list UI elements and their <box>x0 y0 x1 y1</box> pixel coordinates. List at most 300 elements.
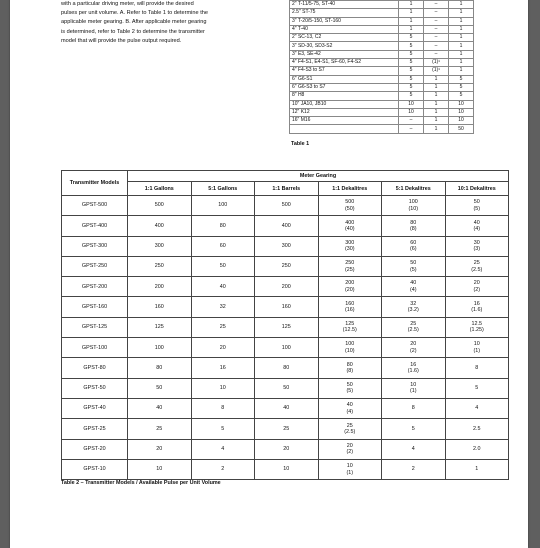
cell-text: (1) <box>409 388 417 395</box>
table-cell <box>191 378 255 398</box>
model-cell <box>62 216 128 236</box>
table-row <box>290 17 474 25</box>
table-cell: 1 <box>424 83 449 91</box>
table-row <box>62 459 509 479</box>
cell-text: 2 <box>411 466 415 473</box>
transmitter-models-header: Transmitter Models <box>62 171 128 196</box>
cell-text: (2) <box>409 347 417 354</box>
cell-text: 50 <box>346 381 353 388</box>
table-cell <box>318 196 382 216</box>
table-cell <box>318 398 382 418</box>
table-row <box>290 34 474 42</box>
cell-text: GPST-200 <box>81 283 108 290</box>
table-row <box>62 196 509 216</box>
table-row <box>62 277 509 297</box>
cell-text: GPST-20 <box>83 446 106 452</box>
table-cell <box>318 277 382 297</box>
cell-text: 400 <box>281 222 291 229</box>
intro-line: is determined, refer to Table 2 to determine the transmitter <box>61 28 205 35</box>
cell-text: 80 <box>346 361 353 368</box>
table-row <box>290 59 474 67</box>
table-cell <box>255 439 319 459</box>
cell-text: 4 <box>475 405 479 412</box>
table-cell <box>382 277 446 297</box>
intro-paragraph <box>61 0 287 46</box>
table-cell: 2" T-11/5-75, ST-40 <box>290 1 399 9</box>
cell-text: 8 <box>221 405 225 412</box>
table-cell <box>445 256 509 276</box>
cell-text: 20 <box>283 446 290 452</box>
cell-text: 10 <box>473 341 480 348</box>
cell-text: GPST-500 <box>81 202 108 209</box>
table-cell: 5 <box>449 75 474 83</box>
table-cell: 3" T-20/5-150, ST-160 <box>290 17 399 25</box>
cell-text: 5 <box>475 385 479 392</box>
table-cell <box>255 277 319 297</box>
table-cell <box>255 297 319 317</box>
table-row <box>290 108 474 116</box>
table-cell <box>382 236 446 256</box>
table-cell <box>191 196 255 216</box>
table-cell: – <box>424 25 449 33</box>
table-cell <box>382 358 446 378</box>
table-cell <box>318 419 382 439</box>
table-cell <box>318 338 382 358</box>
table-cell <box>128 459 192 479</box>
table-1-caption: Table 1 <box>291 141 310 147</box>
cell-text: GPST-300 <box>81 243 108 250</box>
table-cell: 10 <box>449 108 474 116</box>
cell-text: 25 <box>346 422 353 429</box>
table-cell <box>445 297 509 317</box>
table-2 <box>61 170 509 480</box>
table-cell <box>318 256 382 276</box>
cell-text: 300 <box>345 239 355 246</box>
table-cell <box>445 378 509 398</box>
table-cell: 3" E3, SE-42 <box>290 50 399 58</box>
table-cell <box>128 338 192 358</box>
table-cell <box>382 439 446 459</box>
table-cell: 1 <box>399 9 424 17</box>
table-row <box>290 75 474 83</box>
cell-text: 60 <box>219 243 226 250</box>
table-cell: 1 <box>449 17 474 25</box>
table-cell: 6" G6-S3 to S7 <box>290 83 399 91</box>
model-cell <box>62 338 128 358</box>
table-cell <box>128 256 192 276</box>
intro-line: pulses per unit volume. A. Refer to Table 1 to determine the <box>61 10 208 17</box>
cell-text: (8) <box>409 225 417 232</box>
table-cell <box>445 439 509 459</box>
cell-text: (2.5) <box>407 327 419 334</box>
table-cell: 5 <box>399 67 424 75</box>
table-row <box>62 419 509 439</box>
table-cell: 5 <box>399 75 424 83</box>
cell-text: 40 <box>283 405 290 412</box>
table-cell <box>445 398 509 418</box>
table-cell: 16" M16 <box>290 117 399 125</box>
table-cell <box>445 277 509 297</box>
cell-text: 20 <box>346 442 353 449</box>
cell-text: 250 <box>154 263 164 270</box>
cell-text: (1.6) <box>407 368 419 375</box>
table-cell: 1 <box>449 34 474 42</box>
model-cell <box>62 419 128 439</box>
table-2-caption: Table 2 – Transmitter Models / Available Pulse per Unit Volume <box>61 480 221 486</box>
table-cell <box>128 216 192 236</box>
table-cell <box>128 398 192 418</box>
table-cell: – <box>424 9 449 17</box>
table-cell <box>191 277 255 297</box>
model-cell <box>62 358 128 378</box>
table-cell: – <box>424 34 449 42</box>
table-cell <box>382 256 446 276</box>
cell-text: 16 <box>219 364 226 371</box>
table-cell <box>128 317 192 337</box>
table-row <box>62 216 509 236</box>
model-cell <box>62 236 128 256</box>
cell-text: 50 <box>219 263 226 270</box>
cell-text: 10 <box>410 381 417 388</box>
cell-text: 25 <box>410 321 417 328</box>
intro-line: with a particular driving meter, will provide the desired <box>61 1 194 7</box>
cell-text: 20 <box>410 341 417 348</box>
table-cell: 1 <box>424 100 449 108</box>
table-cell: 1 <box>424 92 449 100</box>
table-row <box>62 317 509 337</box>
cell-text: 32 <box>219 303 226 310</box>
cell-text: (20) <box>344 286 355 293</box>
cell-text: (2) <box>473 286 481 293</box>
cell-text: 200 <box>154 283 164 290</box>
cell-text: 250 <box>281 263 291 270</box>
table-cell: 1 <box>424 125 449 133</box>
table-cell <box>191 459 255 479</box>
model-cell <box>62 196 128 216</box>
cell-text: GPST-50 <box>83 385 106 392</box>
cell-text: (1.6) <box>471 307 483 314</box>
table-row <box>62 256 509 276</box>
cell-text: GPST-80 <box>83 364 106 371</box>
table-cell: 50 <box>449 125 474 133</box>
cell-text: (16) <box>344 307 355 314</box>
table-cell <box>255 378 319 398</box>
table-cell <box>318 297 382 317</box>
table-1 <box>289 0 474 134</box>
cell-text: (6) <box>409 246 417 253</box>
table-row <box>62 297 509 317</box>
cell-text: 40 <box>410 280 417 287</box>
table-cell: – <box>399 125 424 133</box>
cell-text: (1) <box>473 347 481 354</box>
cell-text: 160 <box>154 303 164 310</box>
table-row <box>290 1 474 9</box>
table-cell <box>290 125 399 133</box>
cell-text: 25 <box>156 425 163 432</box>
cell-text: 40 <box>219 283 226 290</box>
table-cell: 1 <box>424 108 449 116</box>
cell-text: (8) <box>346 368 354 375</box>
table-row <box>290 9 474 17</box>
cell-text: (4) <box>346 408 354 415</box>
cell-text: 100 <box>281 344 291 351</box>
table-cell: 5 <box>399 34 424 42</box>
cell-text: 2.5 <box>473 425 481 432</box>
table-row <box>62 338 509 358</box>
cell-text: (2) <box>346 449 354 456</box>
cell-text: GPST-400 <box>81 222 108 229</box>
table-row <box>290 92 474 100</box>
table-cell <box>318 378 382 398</box>
cell-text: (30) <box>344 246 355 253</box>
table-row <box>290 50 474 58</box>
cell-text: (5) <box>473 205 481 212</box>
cell-text: 50 <box>473 199 480 206</box>
cell-text: 80 <box>283 364 290 371</box>
table-cell: – <box>424 17 449 25</box>
table-cell: 8" H8 <box>290 92 399 100</box>
cell-text: 16 <box>410 361 417 368</box>
cell-text: 50 <box>410 260 417 267</box>
column-header: 1:1 Gallons <box>128 182 192 196</box>
table-cell <box>318 358 382 378</box>
table-cell: 10" JA10, JB10 <box>290 100 399 108</box>
cell-text: 400 <box>345 219 355 226</box>
meter-gearing-header: Meter Gearing <box>128 171 509 182</box>
column-header: 1:1 Dekalitres <box>318 182 382 196</box>
table-cell <box>382 216 446 236</box>
cell-text: 500 <box>345 199 355 206</box>
cell-text: 40 <box>156 405 163 412</box>
table-cell <box>191 236 255 256</box>
cell-text: GPST-125 <box>81 324 108 331</box>
model-cell <box>62 317 128 337</box>
cell-text: 300 <box>154 243 164 250</box>
table-cell: 1 <box>399 25 424 33</box>
table-cell <box>382 196 446 216</box>
table-cell: 2.5" ST-75 <box>290 9 399 17</box>
cell-text: 25 <box>473 260 480 267</box>
table-row <box>290 83 474 91</box>
cell-text: (3) <box>473 246 481 253</box>
table-cell <box>255 236 319 256</box>
table-cell <box>445 338 509 358</box>
cell-text: 160 <box>281 303 291 310</box>
table-cell <box>128 297 192 317</box>
table-cell: 10 <box>449 100 474 108</box>
table-cell <box>128 196 192 216</box>
cell-text: 20 <box>473 280 480 287</box>
cell-text: (12.5) <box>342 327 357 334</box>
cell-text: 100 <box>154 344 164 351</box>
cell-text: 5 <box>221 425 225 432</box>
cell-text: 125 <box>345 321 355 328</box>
cell-text: 1 <box>475 466 479 473</box>
table-cell: 5 <box>399 42 424 50</box>
table-cell <box>382 378 446 398</box>
table-row <box>62 398 509 418</box>
table-row <box>62 236 509 256</box>
table-cell <box>445 459 509 479</box>
table-cell: 5 <box>399 83 424 91</box>
table-cell <box>191 398 255 418</box>
table-cell: 1 <box>449 9 474 17</box>
cell-text: (40) <box>344 225 355 232</box>
intro-line: applicable meter gearing. B. After applicable meter gearing <box>61 19 207 26</box>
cell-text: 25 <box>283 425 290 432</box>
table-cell <box>445 216 509 236</box>
cell-text: 160 <box>345 300 355 307</box>
table-row <box>62 358 509 378</box>
table-cell <box>191 256 255 276</box>
table-cell <box>255 216 319 236</box>
table-cell <box>445 236 509 256</box>
cell-text: 200 <box>345 280 355 287</box>
table-cell <box>128 277 192 297</box>
cell-text: (2.5) <box>471 266 483 273</box>
cell-text: (10) <box>344 347 355 354</box>
cell-text: (5) <box>346 388 354 395</box>
cell-text: 100 <box>218 202 228 209</box>
table-cell: 6" G6-S1 <box>290 75 399 83</box>
table-cell <box>191 419 255 439</box>
table-cell <box>191 439 255 459</box>
table-cell <box>382 419 446 439</box>
table-row <box>290 67 474 75</box>
cell-text: 50 <box>283 385 290 392</box>
table-cell <box>128 378 192 398</box>
cell-text: 50 <box>156 385 163 392</box>
table-cell <box>191 297 255 317</box>
table-cell <box>445 317 509 337</box>
cell-text: 40 <box>346 402 353 409</box>
table-cell: 1 <box>449 25 474 33</box>
table-cell <box>318 216 382 236</box>
cell-text: (1.25) <box>469 327 484 334</box>
table-row <box>290 42 474 50</box>
table-cell <box>318 317 382 337</box>
column-header: 5:1 Dekalitres <box>382 182 446 196</box>
model-cell <box>62 277 128 297</box>
cell-text: (50) <box>344 205 355 212</box>
cell-text: 10 <box>283 466 290 473</box>
table-cell: 5 <box>399 59 424 67</box>
model-cell <box>62 398 128 418</box>
cell-text: 30 <box>473 239 480 246</box>
table-cell: – <box>424 42 449 50</box>
cell-text: 500 <box>154 202 164 209</box>
cell-text: GPST-100 <box>81 344 108 351</box>
cell-text: 400 <box>154 222 164 229</box>
table-row <box>290 25 474 33</box>
table-cell <box>255 256 319 276</box>
table-cell: 5 <box>449 83 474 91</box>
document-page <box>10 0 528 548</box>
cell-text: 32 <box>410 300 417 307</box>
table-cell <box>255 358 319 378</box>
table-cell <box>445 419 509 439</box>
table-cell: 5 <box>399 50 424 58</box>
table-cell <box>382 297 446 317</box>
table-cell: 1 <box>399 1 424 9</box>
cell-text: 8 <box>411 405 415 412</box>
table-cell <box>191 358 255 378</box>
table-cell: 10 <box>399 108 424 116</box>
table-cell: 1 <box>449 59 474 67</box>
cell-text: (10) <box>408 205 419 212</box>
table-cell: 2" SC-13, C2 <box>290 34 399 42</box>
column-header: 1:1 Barrels <box>255 182 319 196</box>
cell-text: GPST-160 <box>81 303 108 310</box>
cell-text: 10 <box>156 466 163 473</box>
table-cell <box>382 398 446 418</box>
cell-text: 80 <box>156 364 163 371</box>
table-cell: – <box>399 117 424 125</box>
cell-text: 80 <box>219 222 226 229</box>
column-header: 10:1 Dekalitres <box>445 182 509 196</box>
cell-text: 8 <box>475 364 479 371</box>
table-cell: 3" SD-30, SD3-S2 <box>290 42 399 50</box>
model-cell <box>62 256 128 276</box>
table-cell: 1 <box>449 1 474 9</box>
table-cell <box>191 216 255 236</box>
model-cell <box>62 378 128 398</box>
table-cell <box>382 459 446 479</box>
cell-text: (25) <box>344 266 355 273</box>
cell-text: 125 <box>281 324 291 331</box>
cell-text: 20 <box>156 446 163 452</box>
table-cell: 10 <box>399 100 424 108</box>
table-cell: 1 <box>449 50 474 58</box>
table-cell <box>255 196 319 216</box>
table-cell: (1)¹ <box>424 59 449 67</box>
table-cell: 4" F4-S1, E4-S1, SF-60, F4-S2 <box>290 59 399 67</box>
table-row <box>62 378 509 398</box>
table-cell: – <box>424 50 449 58</box>
table-cell <box>445 196 509 216</box>
table-cell <box>318 459 382 479</box>
cell-text: 40 <box>473 219 480 226</box>
table-cell: – <box>424 1 449 9</box>
table-cell: 1 <box>449 42 474 50</box>
table-cell <box>255 338 319 358</box>
cell-text: 100 <box>345 341 355 348</box>
table-cell <box>445 358 509 378</box>
cell-text: 4 <box>221 446 225 452</box>
table-cell: 5 <box>399 92 424 100</box>
table-cell <box>191 317 255 337</box>
cell-text: GPST-40 <box>83 405 106 412</box>
column-header: 5:1 Gallons <box>191 182 255 196</box>
table-row <box>290 100 474 108</box>
table-cell <box>382 317 446 337</box>
table-cell: 1 <box>424 75 449 83</box>
table-cell: 5 <box>449 92 474 100</box>
cell-text: 300 <box>281 243 291 250</box>
cell-text: (3.2) <box>407 307 419 314</box>
cell-text: 2.0 <box>473 446 481 452</box>
table-cell: 1 <box>449 67 474 75</box>
cell-text: 2 <box>221 466 225 473</box>
cell-text: (5) <box>409 266 417 273</box>
table-cell: 12" K12 <box>290 108 399 116</box>
table-cell <box>255 459 319 479</box>
table-cell <box>255 317 319 337</box>
table-cell: 1 <box>399 17 424 25</box>
table-cell <box>318 236 382 256</box>
intro-line: model that will provide the pulse output required. <box>61 37 182 44</box>
cell-text: (4) <box>473 225 481 232</box>
